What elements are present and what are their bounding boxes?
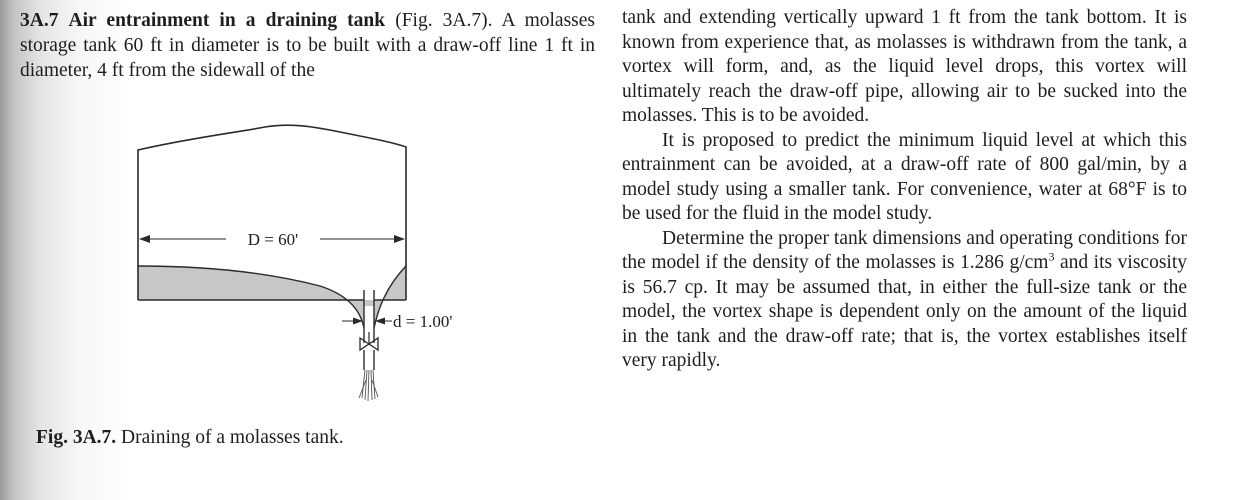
problem-paragraph-3: [622, 227, 1187, 374]
figure-caption-text: Draining of a molasses tank.: [121, 427, 344, 448]
problem-number: 3A.7: [20, 10, 59, 31]
density-exponent: 3: [1048, 249, 1055, 264]
pipe-diameter-label: d = 1.00': [393, 312, 453, 331]
figure-caption: [36, 427, 344, 449]
right-column: [622, 6, 1187, 374]
problem-text-continued: tank and extending vertically upward 1 ft from the tank bottom. It is known from experience that, as molasses is withdrawn from the tank, a vortex will form, and, as the liquid level drops, this vortex will ultimately reach the draw-off pipe, allowing air to be sucked into the molasses. This is to be avoided.: [622, 7, 1187, 126]
left-column: [20, 8, 595, 83]
tank-figure: [130, 118, 453, 418]
diameter-arrow-left: [139, 235, 150, 243]
problem-paragraph-2: It is proposed to predict the minimum liquid level at which this entrainment can be avoided, at a draw-off rate of 800 gal/min, by a model study using a smaller tank. For convenience, water at 68°F is to be used for the fluid in the model study.: [622, 129, 1187, 224]
paragraph-3-part-a: Determine the proper tank dimensions and operating conditions for the model if the density of the molasses is 1.286 g/cm: [622, 227, 1187, 273]
diameter-arrow-right: [394, 235, 405, 243]
paragraph-3-part-b: and its viscosity is 56.7 cp. It may be assumed that, in either the full-size tank or the model, the vortex shape is dependent only on the amount of the liquid in the tank and the draw-off rate; that is, the vortex establishes itself very rapidly.: [622, 252, 1187, 371]
problem-title: Air entrainment in a draining tank: [68, 10, 386, 31]
figure-label: Fig. 3A.7.: [36, 427, 117, 448]
problem-intro: [20, 8, 595, 83]
diameter-label: D = 60': [247, 230, 299, 249]
discharge-stream: [359, 370, 378, 401]
problem-intro-text: (Fig. 3A.7). A molasses storage tank 60 ft in diameter is to be built with a draw-off line 1 ft in diameter, 4 ft from the sidewall of the: [20, 10, 595, 81]
